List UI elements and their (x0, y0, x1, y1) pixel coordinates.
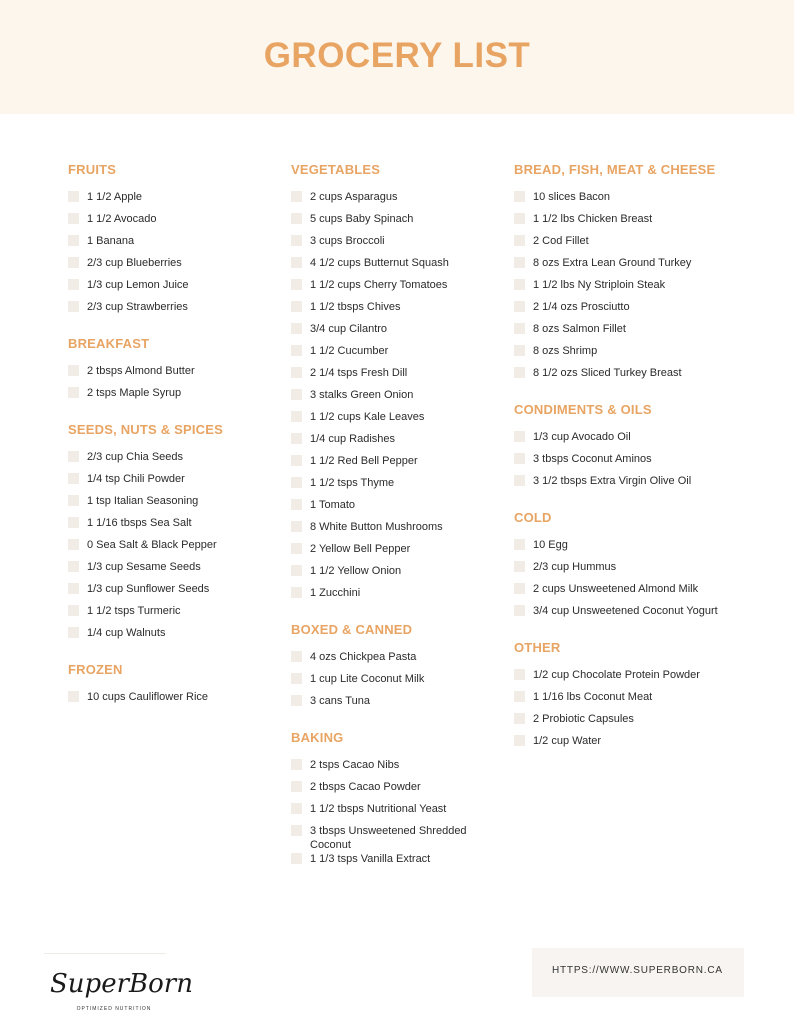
checkbox[interactable] (68, 691, 79, 702)
column-1 (68, 162, 278, 726)
url-box (532, 948, 744, 997)
item-label: 1 1/3 tsps Vanilla Extract (310, 853, 431, 865)
item-list (514, 668, 774, 756)
list-item (68, 582, 278, 604)
item-label: 1 1/2 cups Kale Leaves (310, 411, 425, 423)
checkbox[interactable] (291, 587, 302, 598)
list-item (68, 538, 278, 560)
list-item (68, 626, 278, 648)
list-item (291, 672, 506, 694)
list-item (291, 852, 506, 874)
item-label: 8 ozs Salmon Fillet (533, 323, 626, 335)
item-label: 2 tsps Maple Syrup (87, 387, 182, 399)
list-item (291, 694, 506, 716)
section-title: CONDIMENTS & OILS (514, 402, 652, 417)
checkbox[interactable] (68, 627, 79, 638)
checkbox[interactable] (68, 451, 79, 462)
list-item (291, 802, 506, 824)
list-item (514, 668, 774, 690)
list-item (514, 256, 774, 278)
page-title: GROCERY LIST (263, 36, 531, 75)
list-item (291, 322, 506, 344)
svg-text:SuperBorn: SuperBorn (50, 969, 193, 999)
item-label: 1 1/16 lbs Coconut Meat (533, 691, 653, 703)
list-item (514, 474, 774, 496)
checkbox[interactable] (291, 191, 302, 202)
checkbox[interactable] (514, 713, 525, 724)
list-item (68, 494, 278, 516)
item-label: 3 cups Broccoli (310, 235, 385, 247)
section (291, 622, 506, 716)
checkbox[interactable] (291, 853, 302, 864)
item-label: 1/4 tsp Chili Powder (87, 473, 185, 485)
list-item (291, 564, 506, 586)
item-label: 1 tsp Italian Seasoning (87, 495, 199, 507)
item-list (68, 190, 278, 322)
item-label: 2 1/4 tsps Fresh Dill (310, 367, 408, 379)
section (291, 730, 506, 874)
item-label: 2 Yellow Bell Pepper (310, 543, 411, 555)
checkbox[interactable] (514, 279, 525, 290)
item-label: 3 1/2 tbsps Extra Virgin Olive Oil (533, 475, 692, 487)
item-label: 1/4 cup Radishes (310, 433, 395, 445)
section (514, 510, 774, 626)
list-item (514, 366, 774, 388)
list-item (514, 430, 774, 452)
item-label: 1/4 cup Walnuts (87, 627, 166, 639)
checkbox[interactable] (68, 387, 79, 398)
item-label: 1 1/2 tsps Thyme (310, 477, 395, 489)
list-item (291, 650, 506, 672)
checkbox[interactable] (291, 235, 302, 246)
section-title: COLD (514, 510, 552, 525)
list-item (68, 234, 278, 256)
checkbox[interactable] (514, 257, 525, 268)
item-label: 1/2 cup Water (533, 735, 602, 747)
checkbox[interactable] (68, 365, 79, 376)
list-item (68, 212, 278, 234)
checkbox[interactable] (68, 279, 79, 290)
list-item (68, 364, 278, 386)
checkbox[interactable] (291, 673, 302, 684)
item-label: 2/3 cup Hummus (533, 561, 617, 573)
checkbox[interactable] (291, 367, 302, 378)
item-list (68, 364, 278, 408)
checkbox[interactable] (514, 561, 525, 572)
list-item (68, 300, 278, 322)
list-item (291, 388, 506, 410)
list-item (291, 520, 506, 542)
list-item (514, 300, 774, 322)
item-label: 1 cup Lite Coconut Milk (310, 673, 425, 685)
signature-logo-icon (44, 954, 193, 1004)
checkbox[interactable] (514, 431, 525, 442)
section-title: BAKING (291, 730, 344, 745)
list-item (68, 386, 278, 408)
section (68, 336, 278, 408)
list-item (68, 560, 278, 582)
checkbox[interactable] (291, 825, 302, 836)
list-item (514, 712, 774, 734)
item-label: 2 tsps Cacao Nibs (310, 759, 400, 771)
section-title: BOXED & CANNED (291, 622, 413, 637)
item-list (68, 450, 278, 648)
checkbox[interactable] (514, 735, 525, 746)
section (514, 162, 774, 388)
checkbox[interactable] (291, 433, 302, 444)
item-label: 1/3 cup Sesame Seeds (87, 561, 201, 573)
checkbox[interactable] (68, 191, 79, 202)
checkbox[interactable] (291, 543, 302, 554)
item-label: 3/4 cup Cilantro (310, 323, 388, 335)
list-item (291, 780, 506, 802)
list-item (291, 212, 506, 234)
item-label: 2 Cod Fillet (533, 235, 589, 247)
checkbox[interactable] (291, 411, 302, 422)
item-list (291, 190, 506, 608)
list-item (291, 300, 506, 322)
checkbox[interactable] (514, 235, 525, 246)
item-label: 2 Probiotic Capsules (533, 713, 634, 725)
checkbox[interactable] (68, 495, 79, 506)
checkbox[interactable] (291, 389, 302, 400)
section (291, 162, 506, 608)
list-item (68, 278, 278, 300)
item-label: 1 1/2 lbs Chicken Breast (533, 213, 653, 225)
checkbox[interactable] (68, 517, 79, 528)
item-label: 2 cups Unsweetened Almond Milk (533, 583, 699, 595)
list-item (514, 234, 774, 256)
item-label: 8 White Button Mushrooms (310, 521, 443, 533)
checkbox[interactable] (514, 453, 525, 464)
list-item (514, 690, 774, 712)
checkbox[interactable] (514, 191, 525, 202)
list-item (291, 476, 506, 498)
column-3 (514, 162, 774, 770)
list-item (68, 450, 278, 472)
list-item (291, 410, 506, 432)
list-item (514, 322, 774, 344)
list-item (291, 278, 506, 300)
list-item (514, 452, 774, 474)
item-label: 2 1/4 ozs Prosciutto (533, 301, 630, 313)
item-label: 1 1/2 Cucumber (310, 345, 389, 357)
section (68, 422, 278, 648)
checkbox[interactable] (68, 583, 79, 594)
list-item (68, 190, 278, 212)
item-list (68, 690, 278, 712)
item-list (514, 430, 774, 496)
checkbox[interactable] (514, 367, 525, 378)
list-item (291, 344, 506, 366)
item-label: 1 1/2 lbs Ny Striploin Steak (533, 279, 666, 291)
checkbox[interactable] (514, 669, 525, 680)
list-item (68, 604, 278, 626)
list-item (68, 690, 278, 712)
checkbox[interactable] (291, 301, 302, 312)
item-label: 1 1/2 Apple (87, 191, 143, 203)
list-item (68, 256, 278, 278)
item-label: 1 1/2 tbsps Chives (310, 301, 401, 313)
section (68, 162, 278, 322)
item-label: 1 1/2 Yellow Onion (310, 565, 402, 577)
checkbox[interactable] (68, 235, 79, 246)
item-label: 8 ozs Shrimp (533, 345, 598, 357)
checkbox[interactable] (514, 301, 525, 312)
section-title: FRUITS (68, 162, 117, 177)
checkbox[interactable] (514, 475, 525, 486)
checkbox[interactable] (514, 213, 525, 224)
checkbox[interactable] (291, 521, 302, 532)
item-label: 10 cups Cauliflower Rice (87, 691, 209, 703)
item-label: 4 1/2 cups Butternut Squash (310, 257, 449, 269)
item-label: 2/3 cup Chia Seeds (87, 451, 184, 463)
checkbox[interactable] (68, 539, 79, 550)
item-label: 3 tbsps Unsweetened Shredded Coconut (310, 825, 467, 851)
logo-tagline: OPTIMIZED NUTRITION (76, 1006, 152, 1012)
list-item (514, 344, 774, 366)
list-item (291, 498, 506, 520)
item-label: 0 Sea Salt & Black Pepper (87, 539, 217, 551)
item-label: 1/3 cup Sunflower Seeds (87, 583, 210, 595)
item-label: 1 Zucchini (310, 587, 361, 599)
checkbox[interactable] (291, 323, 302, 334)
item-label: 8 1/2 ozs Sliced Turkey Breast (533, 367, 682, 379)
section (514, 640, 774, 756)
website-link[interactable]: HTTPS://WWW.SUPERBORN.CA (552, 965, 723, 976)
item-label: 1/3 cup Avocado Oil (533, 431, 631, 443)
item-list (291, 650, 506, 716)
list-item (514, 560, 774, 582)
item-label: 10 Egg (533, 539, 568, 551)
list-item (291, 432, 506, 454)
item-label: 1 1/2 Avocado (87, 213, 157, 225)
section-title: BREAD, FISH, MEAT & CHEESE (514, 162, 716, 177)
item-label: 10 slices Bacon (533, 191, 611, 203)
list-item (514, 604, 774, 626)
list-item (291, 234, 506, 256)
list-item (68, 516, 278, 538)
list-item (68, 472, 278, 494)
item-label: 2 cups Asparagus (310, 191, 398, 203)
list-item (514, 582, 774, 604)
section-title: FROZEN (68, 662, 123, 677)
section-title: BREAKFAST (68, 336, 150, 351)
checkbox[interactable] (514, 691, 525, 702)
checkbox[interactable] (291, 477, 302, 488)
item-list (514, 190, 774, 388)
item-label: 1/2 cup Chocolate Protein Powder (533, 669, 700, 681)
checkbox[interactable] (514, 345, 525, 356)
checkbox[interactable] (291, 499, 302, 510)
section-title: SEEDS, NUTS & SPICES (68, 422, 223, 437)
checkbox[interactable] (291, 695, 302, 706)
section (514, 402, 774, 496)
item-label: 1 Banana (87, 235, 135, 247)
item-list (291, 758, 506, 874)
checkbox[interactable] (291, 803, 302, 814)
checkbox[interactable] (514, 323, 525, 334)
checkbox[interactable] (291, 651, 302, 662)
checkbox[interactable] (68, 605, 79, 616)
list-item (291, 454, 506, 476)
section (68, 662, 278, 712)
item-label: 1 1/2 tbsps Nutritional Yeast (310, 803, 447, 815)
list-item (291, 758, 506, 780)
checkbox[interactable] (68, 213, 79, 224)
item-label: 2 tbsps Almond Butter (87, 365, 195, 377)
section-title: VEGETABLES (291, 162, 381, 177)
checkbox[interactable] (68, 561, 79, 572)
header-banner (0, 0, 794, 114)
list-item (514, 212, 774, 234)
list-item (514, 190, 774, 212)
item-label: 4 ozs Chickpea Pasta (310, 651, 417, 663)
item-list (514, 538, 774, 626)
checkbox[interactable] (68, 301, 79, 312)
item-label: 2/3 cup Blueberries (87, 257, 182, 269)
checkbox[interactable] (291, 565, 302, 576)
checkbox[interactable] (291, 345, 302, 356)
item-label: 1/3 cup Lemon Juice (87, 279, 189, 291)
checkbox[interactable] (291, 257, 302, 268)
list-item (291, 366, 506, 388)
checkbox[interactable] (291, 759, 302, 770)
item-label: 2 tbsps Cacao Powder (310, 781, 421, 793)
list-item (291, 586, 506, 608)
checkbox[interactable] (68, 257, 79, 268)
list-item (291, 190, 506, 212)
item-label: 8 ozs Extra Lean Ground Turkey (533, 257, 692, 269)
item-label: 3 cans Tuna (310, 695, 370, 707)
checkbox[interactable] (514, 605, 525, 616)
checkbox[interactable] (514, 583, 525, 594)
item-label: 1 1/2 tsps Turmeric (87, 605, 181, 617)
list-item (514, 734, 774, 756)
list-item (291, 542, 506, 564)
list-item (291, 256, 506, 278)
item-label: 3 stalks Green Onion (310, 389, 414, 401)
item-label: 1 1/2 Red Bell Pepper (310, 455, 418, 467)
column-2 (291, 162, 506, 888)
item-label: 1 1/2 cups Cherry Tomatoes (310, 279, 448, 291)
list-item (291, 824, 506, 852)
item-label: 1 Tomato (310, 499, 356, 511)
checkbox[interactable] (68, 473, 79, 484)
list-item (514, 278, 774, 300)
item-label: 2/3 cup Strawberries (87, 301, 188, 313)
checkbox[interactable] (291, 213, 302, 224)
list-item (514, 538, 774, 560)
item-label: 3/4 cup Unsweetened Coconut Yogurt (533, 605, 718, 617)
superborn-logo (44, 953, 193, 1016)
item-label: 5 cups Baby Spinach (310, 213, 414, 225)
item-label: 3 tbsps Coconut Aminos (533, 453, 652, 465)
section-title: OTHER (514, 640, 561, 655)
checkbox[interactable] (291, 279, 302, 290)
item-label: 1 1/16 tbsps Sea Salt (87, 517, 192, 529)
checkbox[interactable] (291, 781, 302, 792)
checkbox[interactable] (514, 539, 525, 550)
checkbox[interactable] (291, 455, 302, 466)
